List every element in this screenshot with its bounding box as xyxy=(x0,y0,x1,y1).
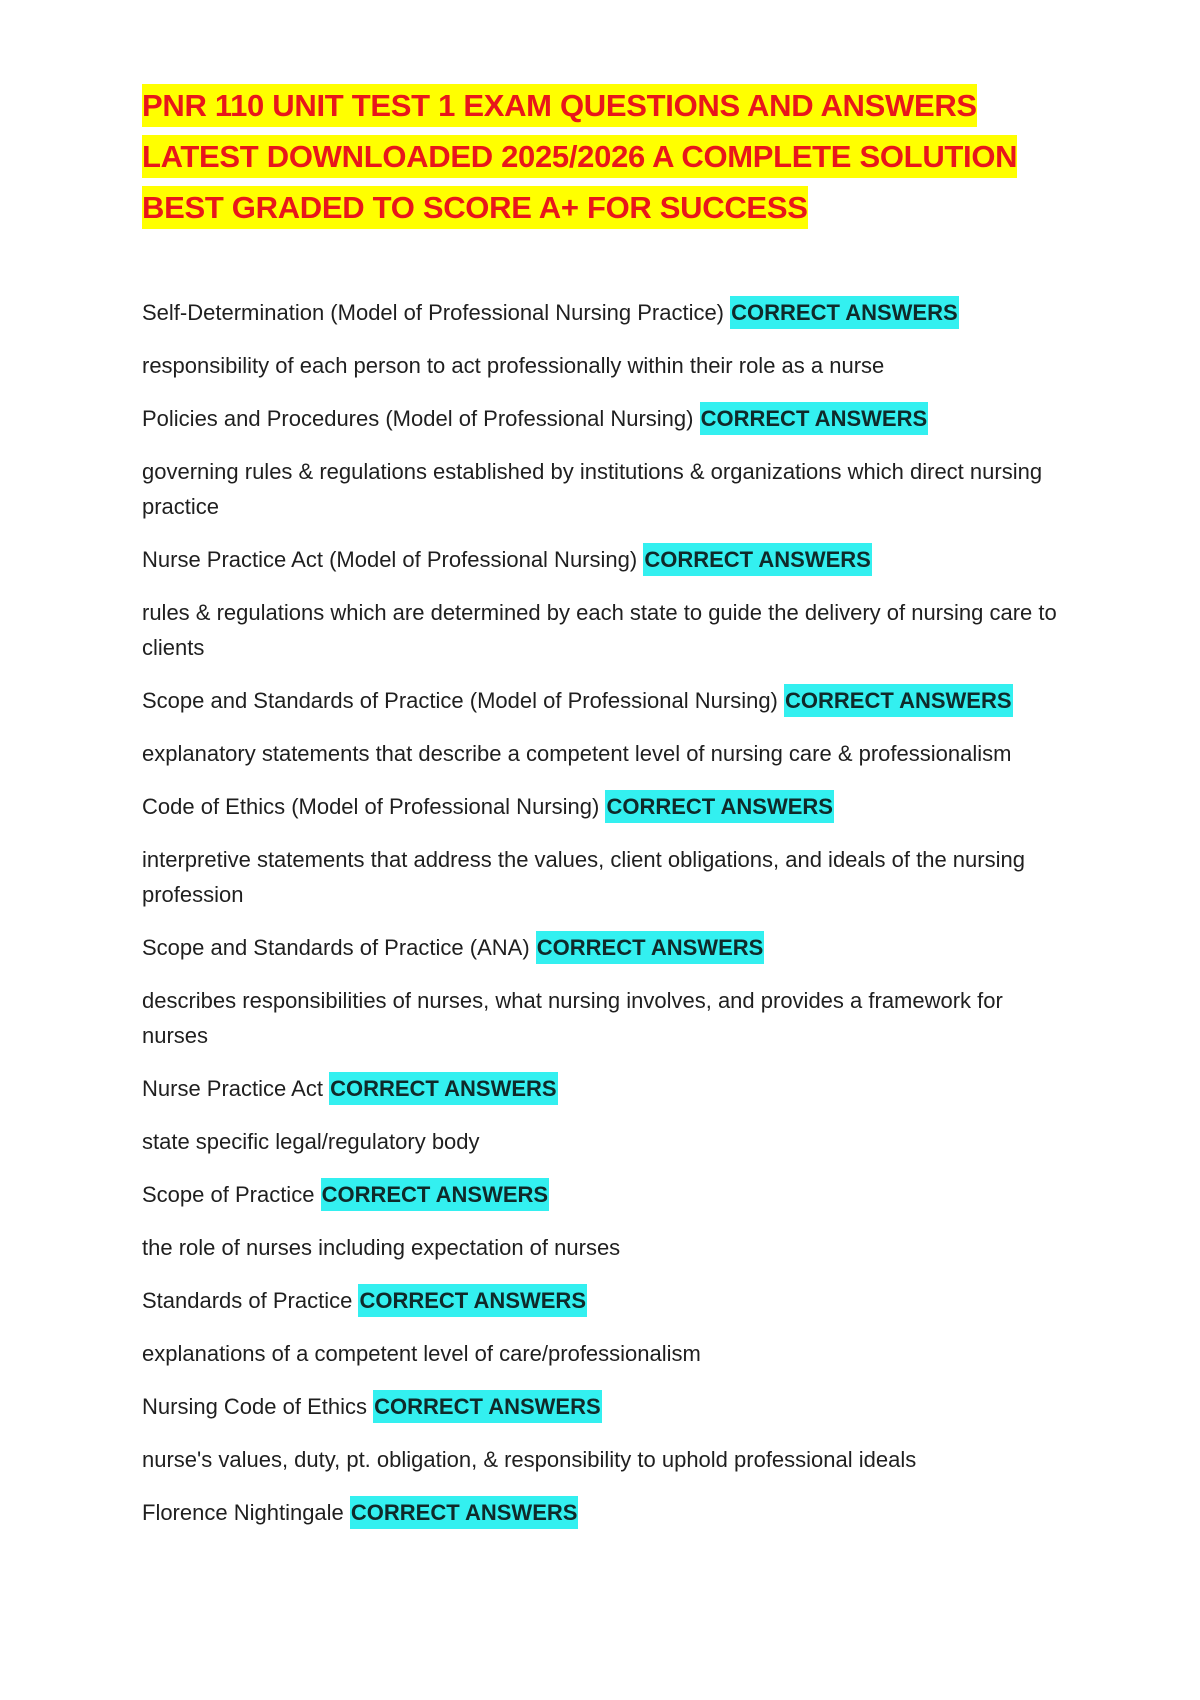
term-text: Policies and Procedures (Model of Professional Nursing) xyxy=(142,406,694,431)
answer-definition: the role of nurses including expectation of nurses xyxy=(142,1235,621,1260)
question-term xyxy=(142,1495,1072,1530)
term-text: Florence Nightingale xyxy=(142,1500,344,1525)
correct-answers-tag: CORRECT ANSWERS xyxy=(730,296,959,329)
question-term xyxy=(142,1283,1072,1318)
term-text: Scope and Standards of Practice (ANA) xyxy=(142,935,530,960)
answer-definition: responsibility of each person to act professionally within their role as a nurse xyxy=(142,353,885,378)
document-title xyxy=(142,80,1072,233)
correct-answers-tag: CORRECT ANSWERS xyxy=(784,684,1013,717)
correct-answers-tag: CORRECT ANSWERS xyxy=(321,1178,550,1211)
correct-answers-tag: CORRECT ANSWERS xyxy=(358,1284,587,1317)
question-term xyxy=(142,295,1072,330)
correct-answers-tag: CORRECT ANSWERS xyxy=(700,402,929,435)
answer-definition: describes responsibilities of nurses, what nursing involves, and provides a framework for nurses xyxy=(142,988,1003,1048)
term-text: Nurse Practice Act xyxy=(142,1076,323,1101)
title-line: LATEST DOWNLOADED 2025/2026 A COMPLETE SOLUTION xyxy=(142,135,1017,178)
answer-definition: state specific legal/regulatory body xyxy=(142,1129,480,1154)
term-text: Nurse Practice Act (Model of Professional Nursing) xyxy=(142,547,638,572)
answer-definition: interpretive statements that address the values, client obligations, and ideals of the nursing profession xyxy=(142,847,1025,907)
term-text: Scope and Standards of Practice (Model of Professional Nursing) xyxy=(142,688,778,713)
qa-list xyxy=(142,295,1072,1530)
correct-answers-tag: CORRECT ANSWERS xyxy=(329,1072,558,1105)
term-text: Nursing Code of Ethics xyxy=(142,1394,367,1419)
answer-definition: governing rules & regulations established by institutions & organizations which direct nursing practice xyxy=(142,459,1043,519)
question-term xyxy=(142,683,1072,718)
term-text: Standards of Practice xyxy=(142,1288,353,1313)
correct-answers-tag: CORRECT ANSWERS xyxy=(350,1496,579,1529)
correct-answers-tag: CORRECT ANSWERS xyxy=(373,1390,602,1423)
question-term xyxy=(142,1071,1072,1106)
answer-definition: explanations of a competent level of care/professionalism xyxy=(142,1341,701,1366)
question-term xyxy=(142,1389,1072,1424)
question-term xyxy=(142,930,1072,965)
question-term xyxy=(142,789,1072,824)
term-text: Code of Ethics (Model of Professional Nursing) xyxy=(142,794,600,819)
question-term xyxy=(142,1177,1072,1212)
correct-answers-tag: CORRECT ANSWERS xyxy=(605,790,834,823)
correct-answers-tag: CORRECT ANSWERS xyxy=(643,543,872,576)
title-line: BEST GRADED TO SCORE A+ FOR SUCCESS xyxy=(142,186,808,229)
term-text: Scope of Practice xyxy=(142,1182,315,1207)
title-line: PNR 110 UNIT TEST 1 EXAM QUESTIONS AND ANSWERS xyxy=(142,84,977,127)
document-content xyxy=(142,80,1072,1548)
question-term xyxy=(142,542,1072,577)
answer-definition: rules & regulations which are determined by each state to guide the delivery of nursing care to clients xyxy=(142,600,1057,660)
correct-answers-tag: CORRECT ANSWERS xyxy=(536,931,765,964)
term-text: Self-Determination (Model of Professional Nursing Practice) xyxy=(142,300,725,325)
answer-definition: explanatory statements that describe a competent level of nursing care & professionalism xyxy=(142,741,1012,766)
question-term xyxy=(142,401,1072,436)
answer-definition: nurse's values, duty, pt. obligation, & responsibility to uphold professional ideals xyxy=(142,1447,917,1472)
